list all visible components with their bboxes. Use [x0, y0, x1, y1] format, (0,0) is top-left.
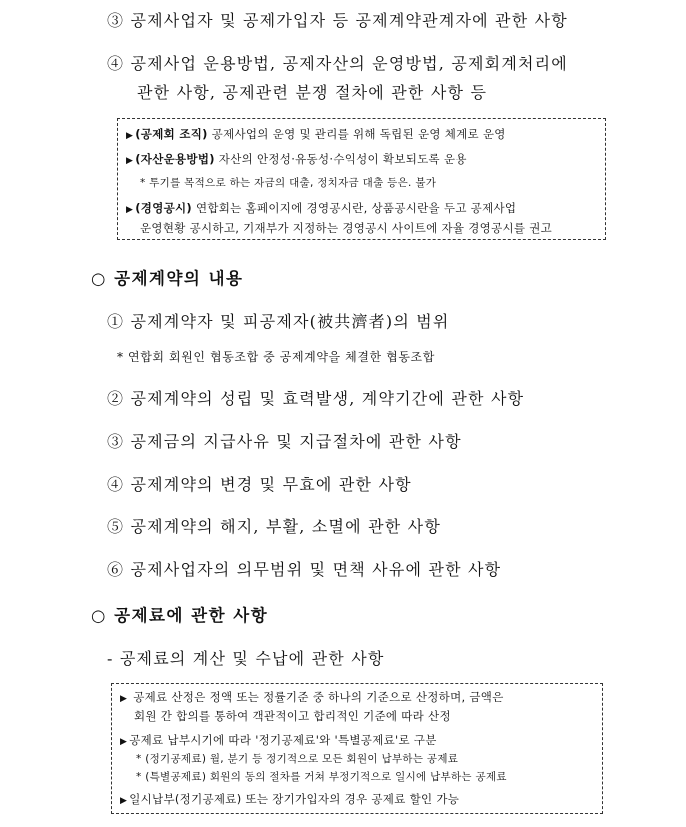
item-number: ② — [107, 389, 125, 408]
box-line: ▶ (경영공시) 연합회는 홈페이지에 경영공시란, 상품공시란을 두고 공제사업 — [126, 201, 517, 215]
info-box-operation — [117, 118, 606, 240]
item-number: ① — [107, 312, 125, 331]
box-line: ▶ (공제회 조직) 공제사업의 운영 및 관리를 위해 독립된 운영 체계로 운영 — [126, 127, 506, 141]
section-heading-fee: ○ 공제료에 관한 사항 — [91, 606, 269, 625]
item-text: 공제금의 지급사유 및 지급절차에 관한 사항 — [130, 432, 462, 451]
list-item — [107, 514, 441, 537]
section-heading-contract: ○ 공제계약의 내용 — [91, 269, 244, 288]
box-note: * (특별공제료) 회원의 동의 절차를 거쳐 부정기적으로 일시에 납부하는 공제료 — [136, 771, 507, 783]
asterisk-icon: * — [136, 771, 142, 783]
item-text-continued: 관한 사항, 공제관련 분쟁 절차에 관한 사항 등 — [137, 83, 488, 102]
asterisk-icon: * — [136, 753, 142, 765]
triangle-bullet-icon: ▶ — [126, 156, 134, 166]
item-text: 공제계약의 변경 및 무효에 관한 사항 — [130, 475, 412, 494]
list-item — [107, 8, 568, 31]
box-line: ▶ (자산운용방법) 자산의 안정성·유동성·수익성이 확보되도록 운용 — [126, 152, 467, 166]
item-text: 공제사업 운용방법, 공제자산의 운영방법, 공제회계처리에 — [130, 54, 568, 73]
list-item — [107, 557, 501, 580]
triangle-bullet-icon: ▶ — [120, 694, 128, 704]
fee-item: - 공제료의 계산 및 수납에 관한 사항 — [107, 649, 385, 668]
box-note: * (정기공제료) 월, 분기 등 정기적으로 모든 회원이 납부하는 공제료 — [136, 753, 459, 765]
info-box-fee — [111, 683, 603, 814]
item-number: ④ — [107, 54, 125, 73]
item-text: 공제사업자의 의무범위 및 면책 사유에 관한 사항 — [130, 560, 502, 579]
triangle-bullet-icon: ▶ — [126, 205, 134, 215]
contract-note: * 연합회 회원인 협동조합 중 공제계약을 체결한 협동조합 — [117, 350, 435, 364]
triangle-bullet-icon: ▶ — [126, 131, 134, 141]
triangle-bullet-icon: ▶ — [120, 737, 128, 747]
list-item — [107, 386, 524, 409]
list-item — [107, 472, 412, 495]
item-number: ③ — [107, 11, 125, 30]
list-item — [107, 309, 450, 332]
item-number: ③ — [107, 432, 125, 451]
item-text: 공제계약의 성립 및 효력발생, 계약기간에 관한 사항 — [130, 389, 525, 408]
box-line-continued: 운영현황 공시하고, 기재부가 지정하는 경영공시 사이트에 자율 경영공시를 권고 — [140, 221, 553, 235]
item-number: ⑥ — [107, 560, 125, 579]
box-line: ▶ 공제료 산정은 정액 또는 정률기준 중 하나의 기준으로 산정하며, 금액은 — [120, 690, 504, 704]
item-number: ④ — [107, 475, 125, 494]
box-note: * 투기를 목적으로 하는 자금의 대출, 정치자금 대출 등은. 불가 — [140, 177, 437, 189]
item-number: ⑤ — [107, 517, 125, 536]
list-item — [107, 429, 462, 452]
box-line: ▶ 일시납부(정기공제료) 또는 장기가입자의 경우 공제료 할인 가능 — [120, 792, 460, 806]
box-line-continued: 회원 간 합의를 통하여 객관적이고 합리적인 기준에 따라 산정 — [134, 709, 451, 723]
item-text: 공제계약자 및 피공제자(被共濟者)의 범위 — [130, 312, 450, 331]
list-item — [107, 51, 568, 74]
item-text: 공제계약의 해지, 부활, 소멸에 관한 사항 — [130, 517, 441, 536]
triangle-bullet-icon: ▶ — [120, 796, 128, 806]
item-text: 공제사업자 및 공제가입자 등 공제계약관계자에 관한 사항 — [130, 11, 568, 30]
box-line: ▶ 공제료 납부시기에 따라 '정기공제료'와 '특별공제료'로 구분 — [120, 733, 437, 747]
asterisk-icon: * — [140, 177, 146, 189]
